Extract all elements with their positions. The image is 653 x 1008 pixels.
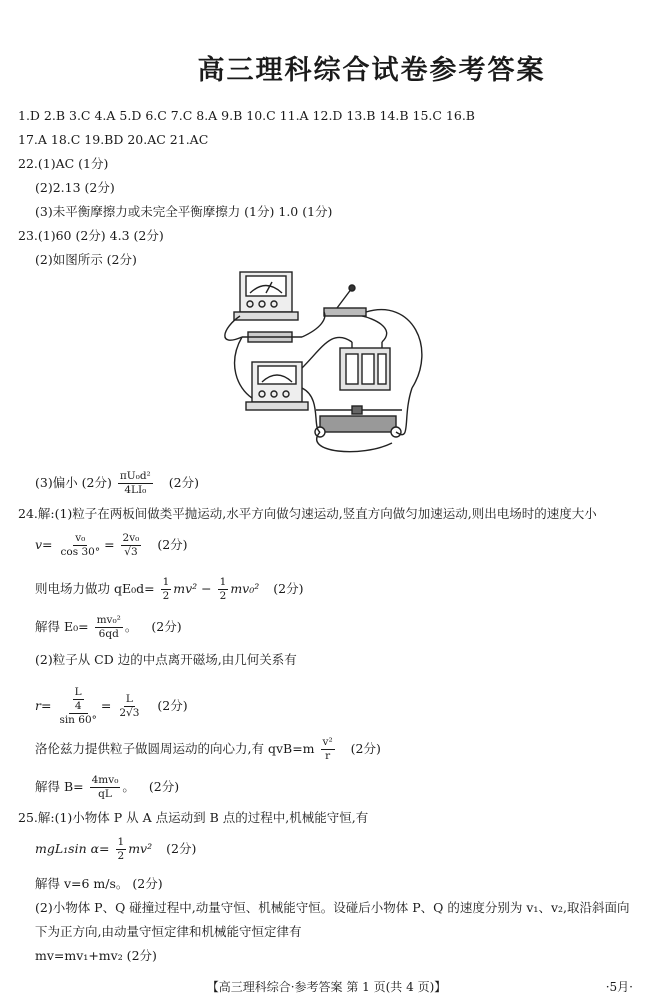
- q24-velocity-eq: v= $\frac{\text{v₀}}{\cos 30^\circ}$ = $\frac{\text{2v₀}}{√3}$ (2分): [35, 532, 188, 559]
- q25-eq1-num: 1: [116, 836, 127, 850]
- rheostat-icon: [320, 416, 396, 432]
- q25-part2-line2: 下为正方向,由动量守恒定律和机械能守恒定律有: [35, 924, 302, 939]
- q24-r-points: (2分): [157, 698, 188, 714]
- q25-eq1-points: (2分): [166, 841, 197, 857]
- q24-work-eq: [35, 576, 303, 603]
- q24-part2: (2)粒子从 CD 边的中点离开磁场,由几何关系有: [35, 652, 297, 667]
- q24-b-end: 。: [122, 779, 135, 795]
- q24-work-mv02: mv₀²: [230, 581, 260, 597]
- q25-momentum-eq: mv=mv₁+mv₂ (2分): [35, 948, 157, 963]
- q24-e-num: mv₀²: [95, 614, 123, 628]
- q24-b-text: 解得 B=: [35, 779, 84, 795]
- q24-r-frac-inner: [73, 686, 84, 713]
- q24-r-inner-num: L: [73, 686, 84, 700]
- page-footer: 【高三理科综合·参考答案 第 1 页(共 4 页)】: [206, 980, 447, 994]
- q24-lorentz-frac: [321, 736, 335, 763]
- q25-eq1-rhs: mv²: [128, 841, 153, 857]
- q24-e-solution: [35, 614, 182, 641]
- q24-e-end: 。: [124, 619, 138, 635]
- q23-formula-den: 4LI₀: [124, 484, 147, 497]
- q24-v-lhs: v=: [35, 537, 53, 553]
- q24-work-half1-num: 1: [161, 576, 172, 590]
- q24-b-num: 4mv₀: [90, 774, 121, 788]
- q24-lorentz-num: v²: [321, 736, 335, 750]
- q24-work-half2-num: 1: [218, 576, 229, 590]
- q25-intro: 25.解:(1)小物体 P 从 A 点运动到 B 点的过程中,机械能守恒,有: [18, 810, 369, 825]
- q24-v-frac1-num: v₀: [73, 532, 87, 546]
- q24-lorentz-eq: [35, 736, 381, 763]
- circuit-diagram: [212, 268, 442, 458]
- q24-work-half1: [161, 576, 172, 603]
- q24-r-frac-outer: [57, 686, 98, 727]
- switch-icon: [324, 308, 366, 316]
- q24-work-points: (2分): [273, 581, 304, 597]
- q24-radius-eq: r= $\frac{\frac{L}{4}}{\sin 60^\circ}$ = $\frac{L}{2√3}$ (2分): [35, 686, 188, 727]
- q24-b-frac: [90, 774, 121, 801]
- q24-b-solution: [35, 774, 179, 801]
- q24-work-half2: [218, 576, 229, 603]
- q23-part1: 23.(1)60 (2分) 4.3 (2分): [18, 228, 164, 243]
- q23-formula: [118, 470, 153, 497]
- q25-part2-line1: (2)小物体 P、Q 碰撞过程中,动量守恒、机械能守恒。设碰后小物体 P、Q 的速度分别为 v₁、v₂,取沿斜面向: [35, 900, 630, 915]
- q24-r-frac2: [117, 693, 141, 720]
- q24-intro: 24.解:(1)粒子在两板间做类平抛运动,水平方向做匀速运动,竖直方向做匀加速运动,则出电场时的速度大小: [18, 506, 597, 521]
- q24-work-half2-den: 2: [219, 590, 227, 603]
- q24-lorentz-den: r: [325, 750, 331, 763]
- q24-r-frac2-num: L: [124, 693, 135, 707]
- q22-part1: 22.(1)AC (1分): [18, 156, 109, 171]
- q24-e-text: 解得 E₀=: [35, 619, 89, 635]
- q24-r-lhs: r=: [35, 698, 52, 714]
- q24-e-den: 6qd: [98, 628, 119, 641]
- q22-part2: (2)2.13 (2分): [35, 180, 115, 195]
- q24-v-frac2-num: 2v₀: [121, 532, 142, 546]
- q24-e-points: (2分): [151, 619, 182, 635]
- q23-part3-label: (3)偏小 (2分): [35, 475, 112, 491]
- mc-answers-row-2: 17.A 18.C 19.BD 20.AC 21.AC: [18, 132, 209, 147]
- q22-part3: (3)未平衡摩擦力或未完全平衡摩擦力 (1分) 1.0 (1分): [35, 204, 333, 219]
- q23-formula-num: πU₀d²: [118, 470, 153, 484]
- q24-e-frac: [95, 614, 123, 641]
- q23-part3: [35, 470, 199, 497]
- page-title: 高三理科综合试卷参考答案: [197, 55, 546, 86]
- q24-v-frac2: [121, 532, 142, 559]
- q24-v-points: (2分): [157, 537, 188, 553]
- q24-v-frac2-den: √3: [124, 546, 138, 559]
- q23-part2: (2)如图所示 (2分): [35, 252, 137, 267]
- q24-r-frac2-den: 2√3: [119, 707, 140, 720]
- q24-r-frac-outer-num: [69, 686, 88, 714]
- q24-work-text: 则电场力做功 qE₀d=: [35, 581, 155, 597]
- q25-v-solution: 解得 v=6 m/s。 (2分): [35, 876, 163, 891]
- q24-lorentz-text: 洛伦兹力提供粒子做圆周运动的向心力,有 qvB=m: [35, 741, 315, 757]
- q24-r-inner-den: 4: [74, 700, 82, 713]
- q25-energy-eq: [35, 836, 196, 863]
- q24-v-frac1: [59, 532, 103, 559]
- footer-month: ·5月·: [605, 980, 633, 994]
- q24-work-half1-den: 2: [162, 590, 170, 603]
- q25-eq1-lhs: mgL₁sin α=: [35, 841, 110, 857]
- q24-b-points: (2分): [148, 779, 180, 795]
- q23-part3-points: (2分): [168, 475, 199, 491]
- q25-eq1-den: 2: [117, 850, 125, 863]
- q24-v-frac1-den: cos 30°: [60, 546, 101, 559]
- q24-work-mv2: mv² −: [173, 581, 212, 597]
- q24-b-den: qL: [98, 788, 112, 801]
- q25-eq1-frac: [116, 836, 127, 863]
- q24-lorentz-points: (2分): [350, 741, 381, 757]
- mc-answers-row-1: 1.D 2.B 3.C 4.A 5.D 6.C 7.C 8.A 9.B 10.C 11.A 12.D 13.B 14.B 15.C 16.B: [18, 108, 475, 123]
- q24-r-outer-den: sin 60°: [59, 714, 97, 727]
